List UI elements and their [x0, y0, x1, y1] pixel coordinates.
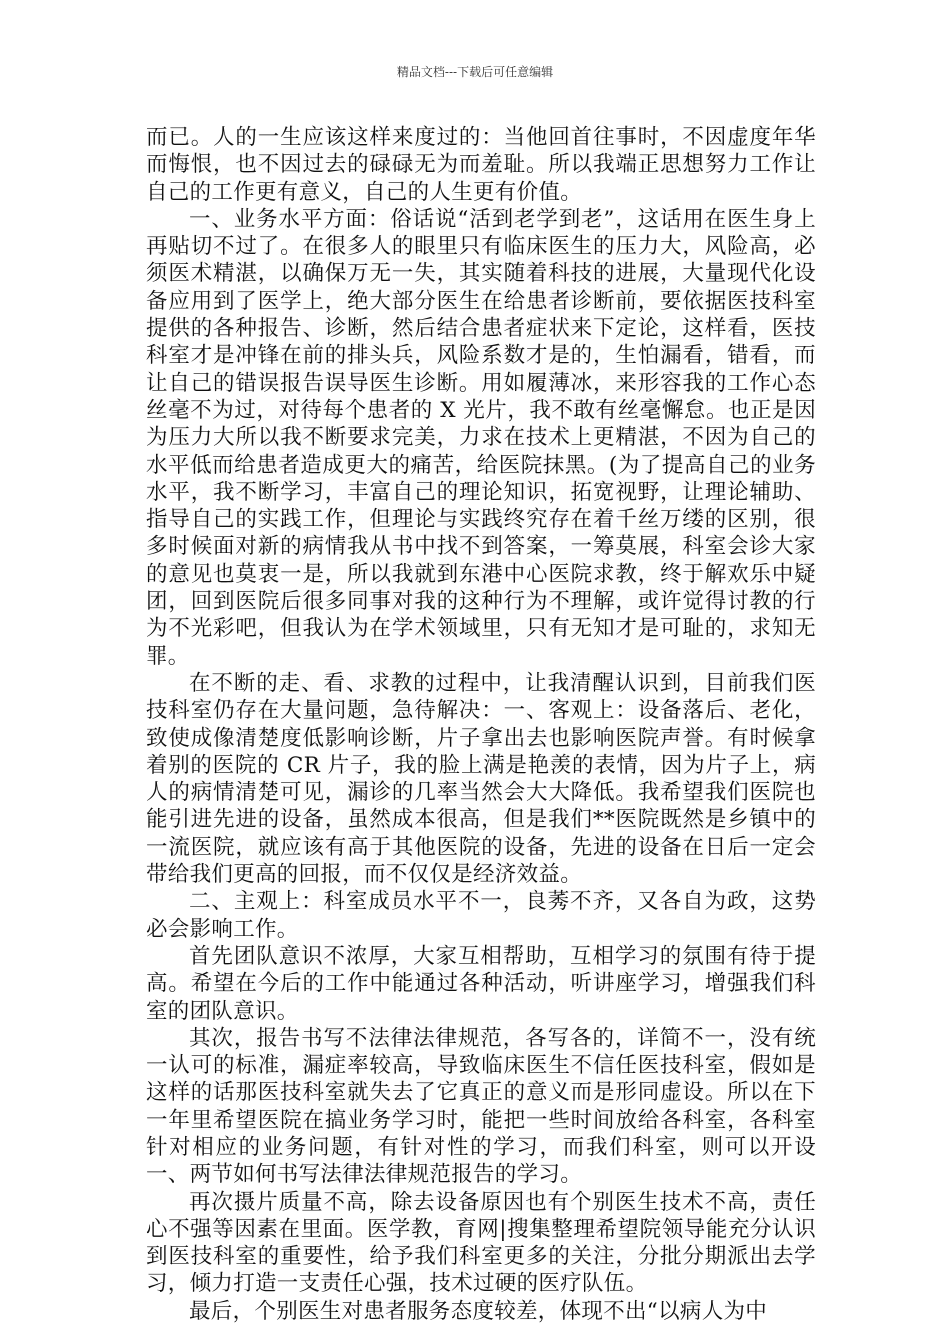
- paragraph: 首先团队意识不浓厚，大家互相帮助，互相学习的氛围有待于提高。希望在今后的工作中能通过各种活动，听讲座学习，增强我们科室的团队意识。: [146, 943, 816, 1024]
- page-header: 精品文档---下载后可任意编辑: [396, 65, 554, 79]
- document-body: [146, 124, 816, 1325]
- paragraph: 最后，个别医生对患者服务态度较差，体现不出“以病人为中: [189, 1298, 768, 1324]
- paragraph: 在不断的走、看、求教的过程中，让我清醒认识到，目前我们医技科室仍存在大量问题，急待解决：一、客观上：设备落后、老化，致使成像清楚度低影响诊断，片子拿出去也影响医院声誉。有时候拿着别的医院的 CR 片子，我的脸上满是艳羡的表情，因为片子上，病人的病情清楚可见，漏诊的几率当然会大大降低。我希望我们医院也能引进先进的设备，虽然成本很高，但是我们**医院既然是乡镇中的一流医院，就应该有高于其他医院的设备，先进的设备在日后一定会带给我们更高的回报，而不仅仅是经济效益。: [146, 670, 816, 888]
- paragraph: 其次，报告书写不法律法律规范，各写各的，详简不一，没有统一认可的标准，漏症率较高，导致临床医生不信任医技科室，假如是这样的话那医技科室就失去了它真正的意义而是形同虚设。所以在下一年里希望医院在搞业务学习时，能把一些时间放给各科室，各科室针对相应的业务问题，有针对性的学习，而我们科室，则可以开设一、两节如何书写法律法律规范报告的学习。: [146, 1025, 816, 1188]
- paragraph: 而已。人的一生应该这样来度过的：当他回首往事时，不因虚度年华而悔恨，也不因过去的碌碌无为而羞耻。所以我端正思想努力工作让自己的工作更有意义，自己的人生更有价值。: [146, 125, 816, 205]
- paragraph: 一、业务水平方面：俗话说“活到老学到老”，这话用在医生身上再贴切不过了。在很多人的眼里只有临床医生的压力大，风险高，必须医术精湛，以确保万无一失，其实随着科技的进展，大量现代化设备应用到了医学上，绝大部分医生在给患者诊断前，要依据医技科室提供的各种报告、诊断，然后结合患者症状来下定论，这样看，医技科室才是冲锋在前的排头兵，风险系数才是的，生怕漏看，错看，而让自己的错误报告误导医生诊断。用如履薄冰，来形容我的工作心态丝毫不为过，对待每个患者的 X 光片，我不敢有丝毫懈怠。也正是因为压力大所以我不断要求完美，力求在技术上更精湛，不因为自己的水平低而给患者造成更大的痛苦，给医院抹黑。(为了提高自己的业务水平，我不断学习，丰富自己的理论知识，拓宽视野，让理论辅助、指导自己的实践工作，但理论与实践终究存在着千丝万缕的区别，很多时候面对新的病情我从书中找不到答案，一筹莫展，科室会诊大家的意见也莫衷一是，所以我就到东港中心医院求教，终于解欢乐中疑团，回到医院后很多同事对我的这种行为不理解，或许觉得讨教的行为不光彩吧，但我认为在学术领域里，只有无知才是可耻的，求知无罪。: [146, 206, 816, 669]
- paragraph: 二、主观上：科室成员水平不一，良莠不齐，又各自为政，这势必会影响工作。: [146, 889, 816, 942]
- paragraph: 再次摄片质量不高，除去设备原因也有个别医生技术不高，责任心不强等因素在里面。医学教，育网|搜集整理希望院领导能充分认识到医技科室的重要性，给予我们科室更多的关注，分批分期派出去学习，倾力打造一支责任心强，技术过硬的医疗队伍。: [146, 1189, 816, 1297]
